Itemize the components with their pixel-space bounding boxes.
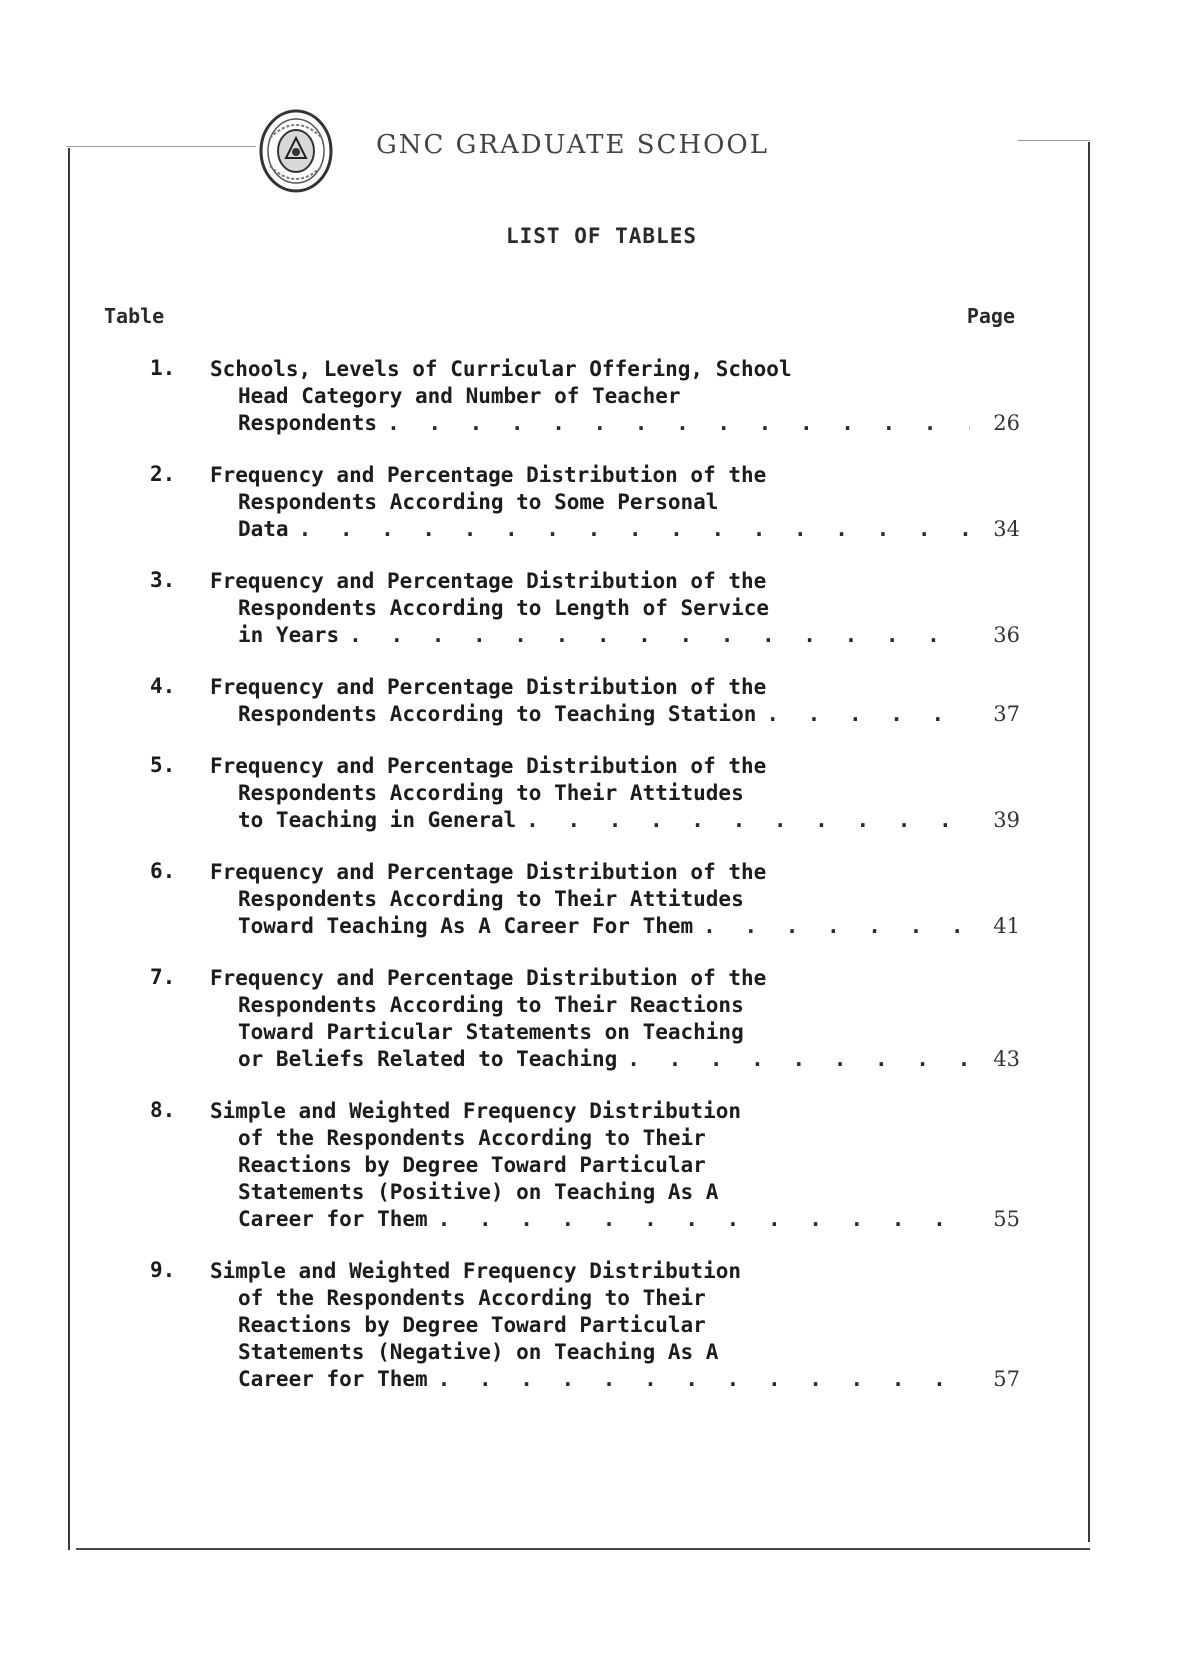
- dot-leader: [428, 1367, 970, 1391]
- entry-number: 1.: [150, 356, 176, 380]
- entry-line: Reactions by Degree Toward Particular: [238, 1313, 706, 1337]
- column-header-table: Table: [104, 304, 165, 328]
- entry-line: Toward Particular Statements on Teaching: [238, 1020, 744, 1044]
- entry-line: Respondents According to Some Personal: [238, 490, 719, 514]
- entry-page-number: 43: [993, 1047, 1020, 1071]
- dot-leader: [516, 808, 970, 832]
- dot-leader: [289, 517, 970, 541]
- entry-page-number: 34: [993, 517, 1020, 541]
- entry-line: Statements (Positive) on Teaching As A: [238, 1180, 719, 1204]
- entry-line: Statements (Negative) on Teaching As A: [238, 1340, 719, 1364]
- table-entry-6: [150, 859, 1020, 940]
- column-header-page: Page: [966, 304, 1015, 328]
- page-border-bottom: [76, 1548, 1090, 1550]
- school-name: GNC GRADUATE SCHOOL: [376, 130, 769, 160]
- page-title: LIST OF TABLES: [505, 224, 697, 248]
- page-border-top-right: [1018, 140, 1090, 141]
- entry-line: Career for Them: [238, 1207, 428, 1231]
- dot-leader: [339, 623, 970, 647]
- dot-leader: [756, 702, 970, 726]
- entry-line: Simple and Weighted Frequency Distribution: [210, 1259, 742, 1283]
- entry-page-number: 26: [993, 411, 1020, 435]
- entry-line: Frequency and Percentage Distribution of the: [210, 675, 767, 699]
- entry-page-number: 37: [993, 702, 1020, 726]
- entry-line: Reactions by Degree Toward Particular: [238, 1153, 706, 1177]
- table-entry-2: [150, 462, 1020, 543]
- table-entry-7: [150, 965, 1020, 1073]
- entry-line: Respondents: [238, 411, 378, 435]
- entry-number: 3.: [150, 568, 176, 592]
- entry-line: of the Respondents According to Their: [238, 1286, 706, 1310]
- entry-line: Frequency and Percentage Distribution of the: [210, 966, 767, 990]
- entry-line: Schools, Levels of Curricular Offering, School: [210, 357, 792, 381]
- entry-page-number: 57: [993, 1367, 1020, 1391]
- table-entry-8: [150, 1098, 1020, 1233]
- entry-number: 5.: [150, 753, 176, 777]
- school-seal-icon: [258, 108, 334, 194]
- entry-number: 9.: [150, 1258, 176, 1282]
- entry-line: Respondents According to Teaching Station: [238, 702, 757, 726]
- table-entry-5: [150, 753, 1020, 834]
- table-entry-1: [150, 356, 1020, 437]
- entry-page-number: 39: [993, 808, 1020, 832]
- page-border-top-left: [66, 146, 256, 147]
- entry-line: Respondents According to Their Attitudes: [238, 781, 744, 805]
- entry-line: Frequency and Percentage Distribution of the: [210, 463, 767, 487]
- entry-number: 8.: [150, 1098, 176, 1122]
- table-entry-4: [150, 674, 1020, 728]
- page-border-right: [1088, 142, 1090, 1542]
- entry-line: Head Category and Number of Teacher: [238, 384, 681, 408]
- entry-number: 2.: [150, 462, 176, 486]
- dot-leader: [693, 914, 970, 938]
- table-entry-9: [150, 1258, 1020, 1393]
- entry-page-number: 36: [993, 623, 1020, 647]
- entry-line: Data: [238, 517, 289, 541]
- page-border-left: [68, 148, 70, 1550]
- entry-line: Frequency and Percentage Distribution of the: [210, 569, 767, 593]
- entry-page-number: 55: [993, 1207, 1020, 1231]
- entry-line: Simple and Weighted Frequency Distribution: [210, 1099, 742, 1123]
- entry-line: Respondents According to Length of Service: [238, 596, 770, 620]
- entry-line: or Beliefs Related to Teaching: [238, 1047, 618, 1071]
- entry-line: to Teaching in General: [238, 808, 517, 832]
- dot-leader: [617, 1047, 970, 1071]
- entry-line: Frequency and Percentage Distribution of the: [210, 754, 767, 778]
- entry-line: Toward Teaching As A Career For Them: [238, 914, 694, 938]
- table-entry-3: [150, 568, 1020, 649]
- entry-line: Frequency and Percentage Distribution of the: [210, 860, 767, 884]
- entry-line: Respondents According to Their Attitudes: [238, 887, 744, 911]
- entry-line: in Years: [238, 623, 340, 647]
- entry-page-number: 41: [993, 914, 1020, 938]
- entry-number: 7.: [150, 965, 176, 989]
- entry-line: Career for Them: [238, 1367, 428, 1391]
- dot-leader: [377, 411, 970, 435]
- entry-line: Respondents According to Their Reactions: [238, 993, 744, 1017]
- table-list: [150, 356, 1020, 1418]
- dot-leader: [428, 1207, 970, 1231]
- entry-line: of the Respondents According to Their: [238, 1126, 706, 1150]
- entry-number: 6.: [150, 859, 176, 883]
- entry-number: 4.: [150, 674, 176, 698]
